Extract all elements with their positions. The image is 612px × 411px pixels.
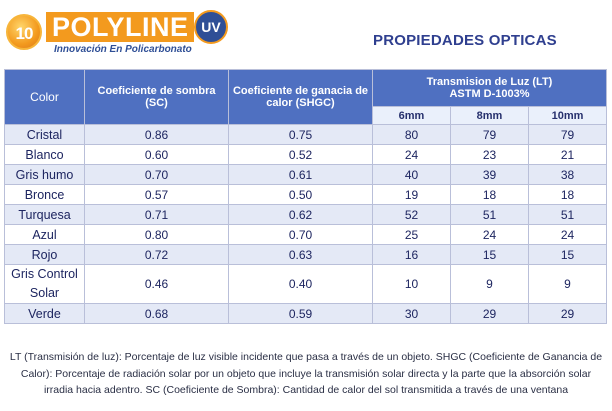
cell-6mm: 19: [373, 185, 451, 205]
table-row: [5, 265, 607, 304]
cell-6mm: 80: [373, 125, 451, 145]
ten-years-badge: 10: [6, 14, 42, 50]
brand-name: POLYLINE: [46, 12, 194, 42]
header-light-transmission: [373, 70, 607, 107]
cell-color: Gris humo: [5, 165, 85, 185]
cell-sc: 0.80: [85, 225, 229, 245]
cell-shgc: 0.75: [229, 125, 373, 145]
cell-sc: 0.72: [85, 245, 229, 265]
table-row: [5, 145, 607, 165]
cell-shgc: 0.62: [229, 205, 373, 225]
cell-sc: 0.70: [85, 165, 229, 185]
cell-10mm: 79: [529, 125, 607, 145]
cell-8mm: 39: [451, 165, 529, 185]
cell-6mm: 10: [373, 265, 451, 304]
table-row: [5, 225, 607, 245]
cell-10mm: 21: [529, 145, 607, 165]
cell-8mm: 29: [451, 304, 529, 324]
table-row: [5, 165, 607, 185]
cell-color: Bronce: [5, 185, 85, 205]
cell-8mm: 24: [451, 225, 529, 245]
cell-sc: 0.68: [85, 304, 229, 324]
cell-8mm: 18: [451, 185, 529, 205]
cell-color: Rojo: [5, 245, 85, 265]
table-row: [5, 205, 607, 225]
cell-shgc: 0.61: [229, 165, 373, 185]
cell-color: Blanco: [5, 145, 85, 165]
cell-6mm: 40: [373, 165, 451, 185]
cell-sc: 0.46: [85, 265, 229, 304]
header-shgc: Coeficiente de ganacia de calor (SHGC): [229, 70, 373, 125]
table-row: [5, 304, 607, 324]
cell-10mm: 9: [529, 265, 607, 304]
cell-6mm: 25: [373, 225, 451, 245]
cell-8mm: 9: [451, 265, 529, 304]
cell-shgc: 0.50: [229, 185, 373, 205]
header-lt-title: Transmision de Luz (LT): [426, 76, 553, 88]
cell-color: Azul: [5, 225, 85, 245]
cell-color: Gris Control Solar: [5, 265, 85, 304]
cell-6mm: 52: [373, 205, 451, 225]
polyline-logo: [2, 2, 232, 60]
table-row: [5, 245, 607, 265]
header-8mm: 8mm: [451, 107, 529, 125]
cell-8mm: 51: [451, 205, 529, 225]
cell-shgc: 0.40: [229, 265, 373, 304]
cell-sc: 0.57: [85, 185, 229, 205]
table-row: [5, 185, 607, 205]
table-row: [5, 125, 607, 145]
cell-color: Cristal: [5, 125, 85, 145]
cell-sc: 0.60: [85, 145, 229, 165]
cell-shgc: 0.70: [229, 225, 373, 245]
page-title: PROPIEDADES OPTICAS: [373, 32, 557, 49]
cell-sc: 0.71: [85, 205, 229, 225]
cell-10mm: 29: [529, 304, 607, 324]
cell-6mm: 16: [373, 245, 451, 265]
optical-properties-table: [4, 69, 607, 324]
cell-6mm: 30: [373, 304, 451, 324]
cell-10mm: 24: [529, 225, 607, 245]
cell-8mm: 79: [451, 125, 529, 145]
uv-badge: UV: [194, 10, 228, 44]
cell-8mm: 23: [451, 145, 529, 165]
footnote-definitions: LT (Transmisión de luz): Porcentaje de luz visible incidente que pasa a través de un objeto. SHGC (Coeficiente de Ganancia de Calor): Porcentaje de radiación solar por un objeto que incluye la transmisión solar directa y la parte que la absorción solar irradia hacia adentro. SC (Coeficiente de Sombra): Cantidad de calor del sol transmitida a través de una ventana: [9, 351, 603, 396]
cell-10mm: 18: [529, 185, 607, 205]
cell-10mm: 51: [529, 205, 607, 225]
cell-color: Verde: [5, 304, 85, 324]
header-10mm: 10mm: [529, 107, 607, 125]
cell-10mm: 15: [529, 245, 607, 265]
cell-sc: 0.86: [85, 125, 229, 145]
cell-6mm: 24: [373, 145, 451, 165]
header-6mm: 6mm: [373, 107, 451, 125]
header-shading-coefficient: Coeficiente de sombra (SC): [85, 70, 229, 125]
cell-shgc: 0.52: [229, 145, 373, 165]
cell-shgc: 0.63: [229, 245, 373, 265]
brand-tagline: Innovación En Policarbonato: [54, 44, 192, 55]
header-color: Color: [5, 70, 85, 125]
cell-color: Turquesa: [5, 205, 85, 225]
header-lt-standard: ASTM D-1003%: [449, 88, 530, 100]
cell-8mm: 15: [451, 245, 529, 265]
cell-shgc: 0.59: [229, 304, 373, 324]
cell-10mm: 38: [529, 165, 607, 185]
